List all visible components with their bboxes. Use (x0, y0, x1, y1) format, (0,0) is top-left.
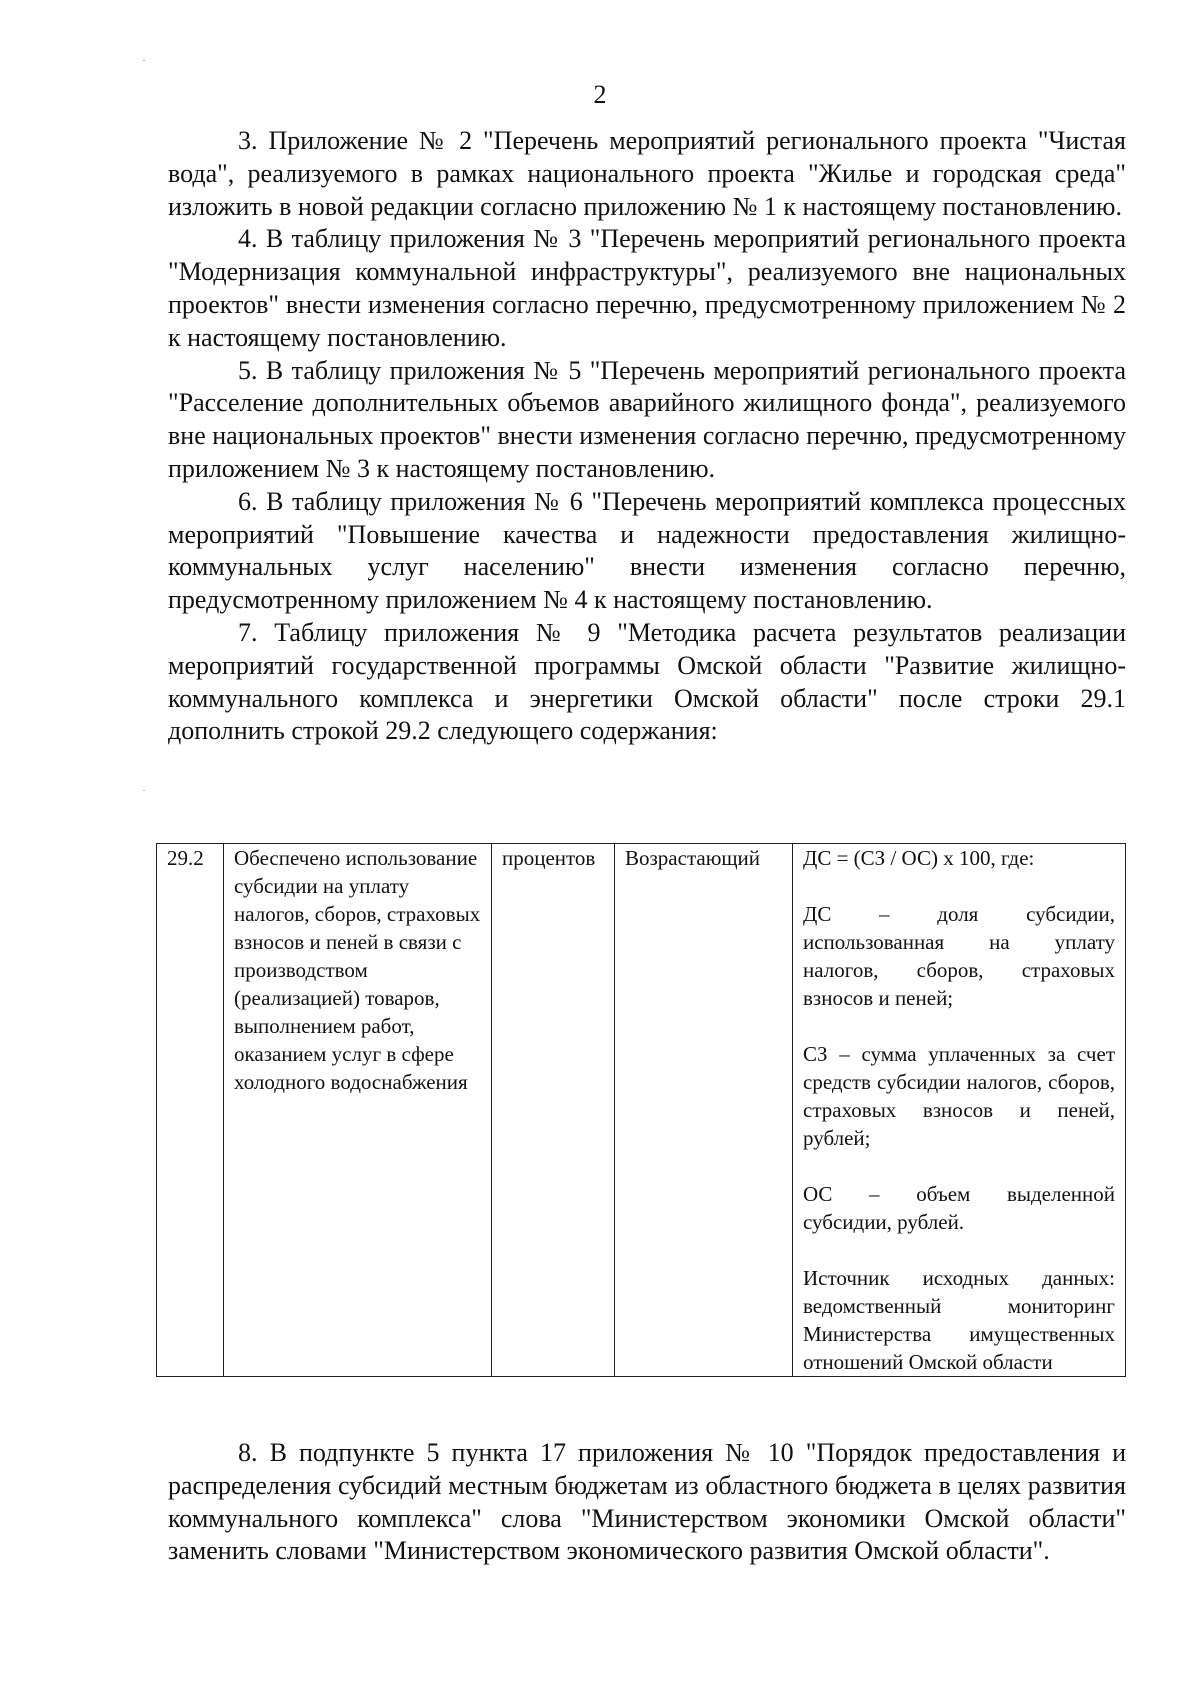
scan-artifact (143, 790, 145, 791)
scan-artifact (143, 60, 145, 61)
paragraph-3: 3. Приложение № 2 "Перечень мероприятий регионального проекта "Чистая вода", реализуемого в рамках национального проекта "Жилье и городская среда" изложить в новой редакции согласно приложению № 1 к настоящему постановлению. (168, 126, 1126, 221)
paragraph-5: 5. В таблицу приложения № 5 "Перечень мероприятий регионального проекта "Расселение дополнительных объемов аварийного жилищного фонда", реализуемого вне национальных проектов" внести изменения согласно перечню, предусмотренному приложением № 3 к настоящему постановлению. (168, 355, 1126, 483)
formula-sz-definition: СЗ – сумма уплаченных за счет средств субсидии налогов, сборов, страховых взносов и пеней, рублей; (803, 1042, 1115, 1150)
data-source: Источник исходных данных: ведомственный мониторинг Министерства имущественных отношений Омской области (803, 1266, 1115, 1374)
document-body (168, 125, 1126, 748)
paragraph-8: 8. В подпункте 5 пункта 17 приложения № 10 "Порядок предоставления и распределения субсидий местным бюджетам из областного бюджета в целях развития коммунального комплекса" слова "Министерством экономики Омской области" заменить словами "Министерством экономического развития Омской области". (168, 1438, 1126, 1566)
formula-ds-definition: ДС – доля субсидии, использованная на уплату налогов, сборов, страховых взносов и пеней; (803, 902, 1115, 1010)
formula-os-definition: ОС – объем выделенной субсидии, рублей. (803, 1182, 1115, 1234)
indicator-name-cell: Обеспечено использование субсидии на уплату налогов, сборов, страховых взносов и пеней в связи с производством (реализацией) товаров, выполнением работ, оказанием услуг в сфере холодного водоснабжения (224, 844, 492, 1377)
table-row (157, 844, 1126, 1377)
formula-text: ДС = (СЗ / ОС) х 100, где: (803, 846, 1035, 870)
unit-cell: процентов (492, 844, 615, 1377)
paragraph-7: 7. Таблицу приложения № 9 "Методика расчета результатов реализации мероприятий государственной программы Омской области "Развитие жилищно-коммунального комплекса и энергетики Омской области" после строки 29.1 дополнить строкой 29.2 следующего содержания: (168, 617, 1126, 746)
paragraph-4: 4. В таблицу приложения № 3 "Перечень мероприятий регионального проекта "Модернизация коммунальной инфраструктуры", реализуемого вне национальных проектов" внести изменения согласно перечню, предусмотренному приложением № 2 к настоящему постановлению. (168, 224, 1126, 352)
page-number: 2 (593, 80, 607, 109)
inserted-table (156, 843, 1126, 1377)
trend-cell: Возрастающий (615, 844, 793, 1377)
document-body-continued (168, 1437, 1126, 1568)
formula-cell (793, 844, 1126, 1377)
row-number-cell: 29.2 (157, 844, 224, 1377)
methodology-table (156, 843, 1126, 1377)
paragraph-6: 6. В таблицу приложения № 6 "Перечень мероприятий комплекса процессных мероприятий "Повышение качества и надежности предоставления жилищно-коммунальных услуг населению" внести изменения согласно перечню, предусмотренному приложением № 4 к настоящему постановлению. (168, 486, 1126, 615)
